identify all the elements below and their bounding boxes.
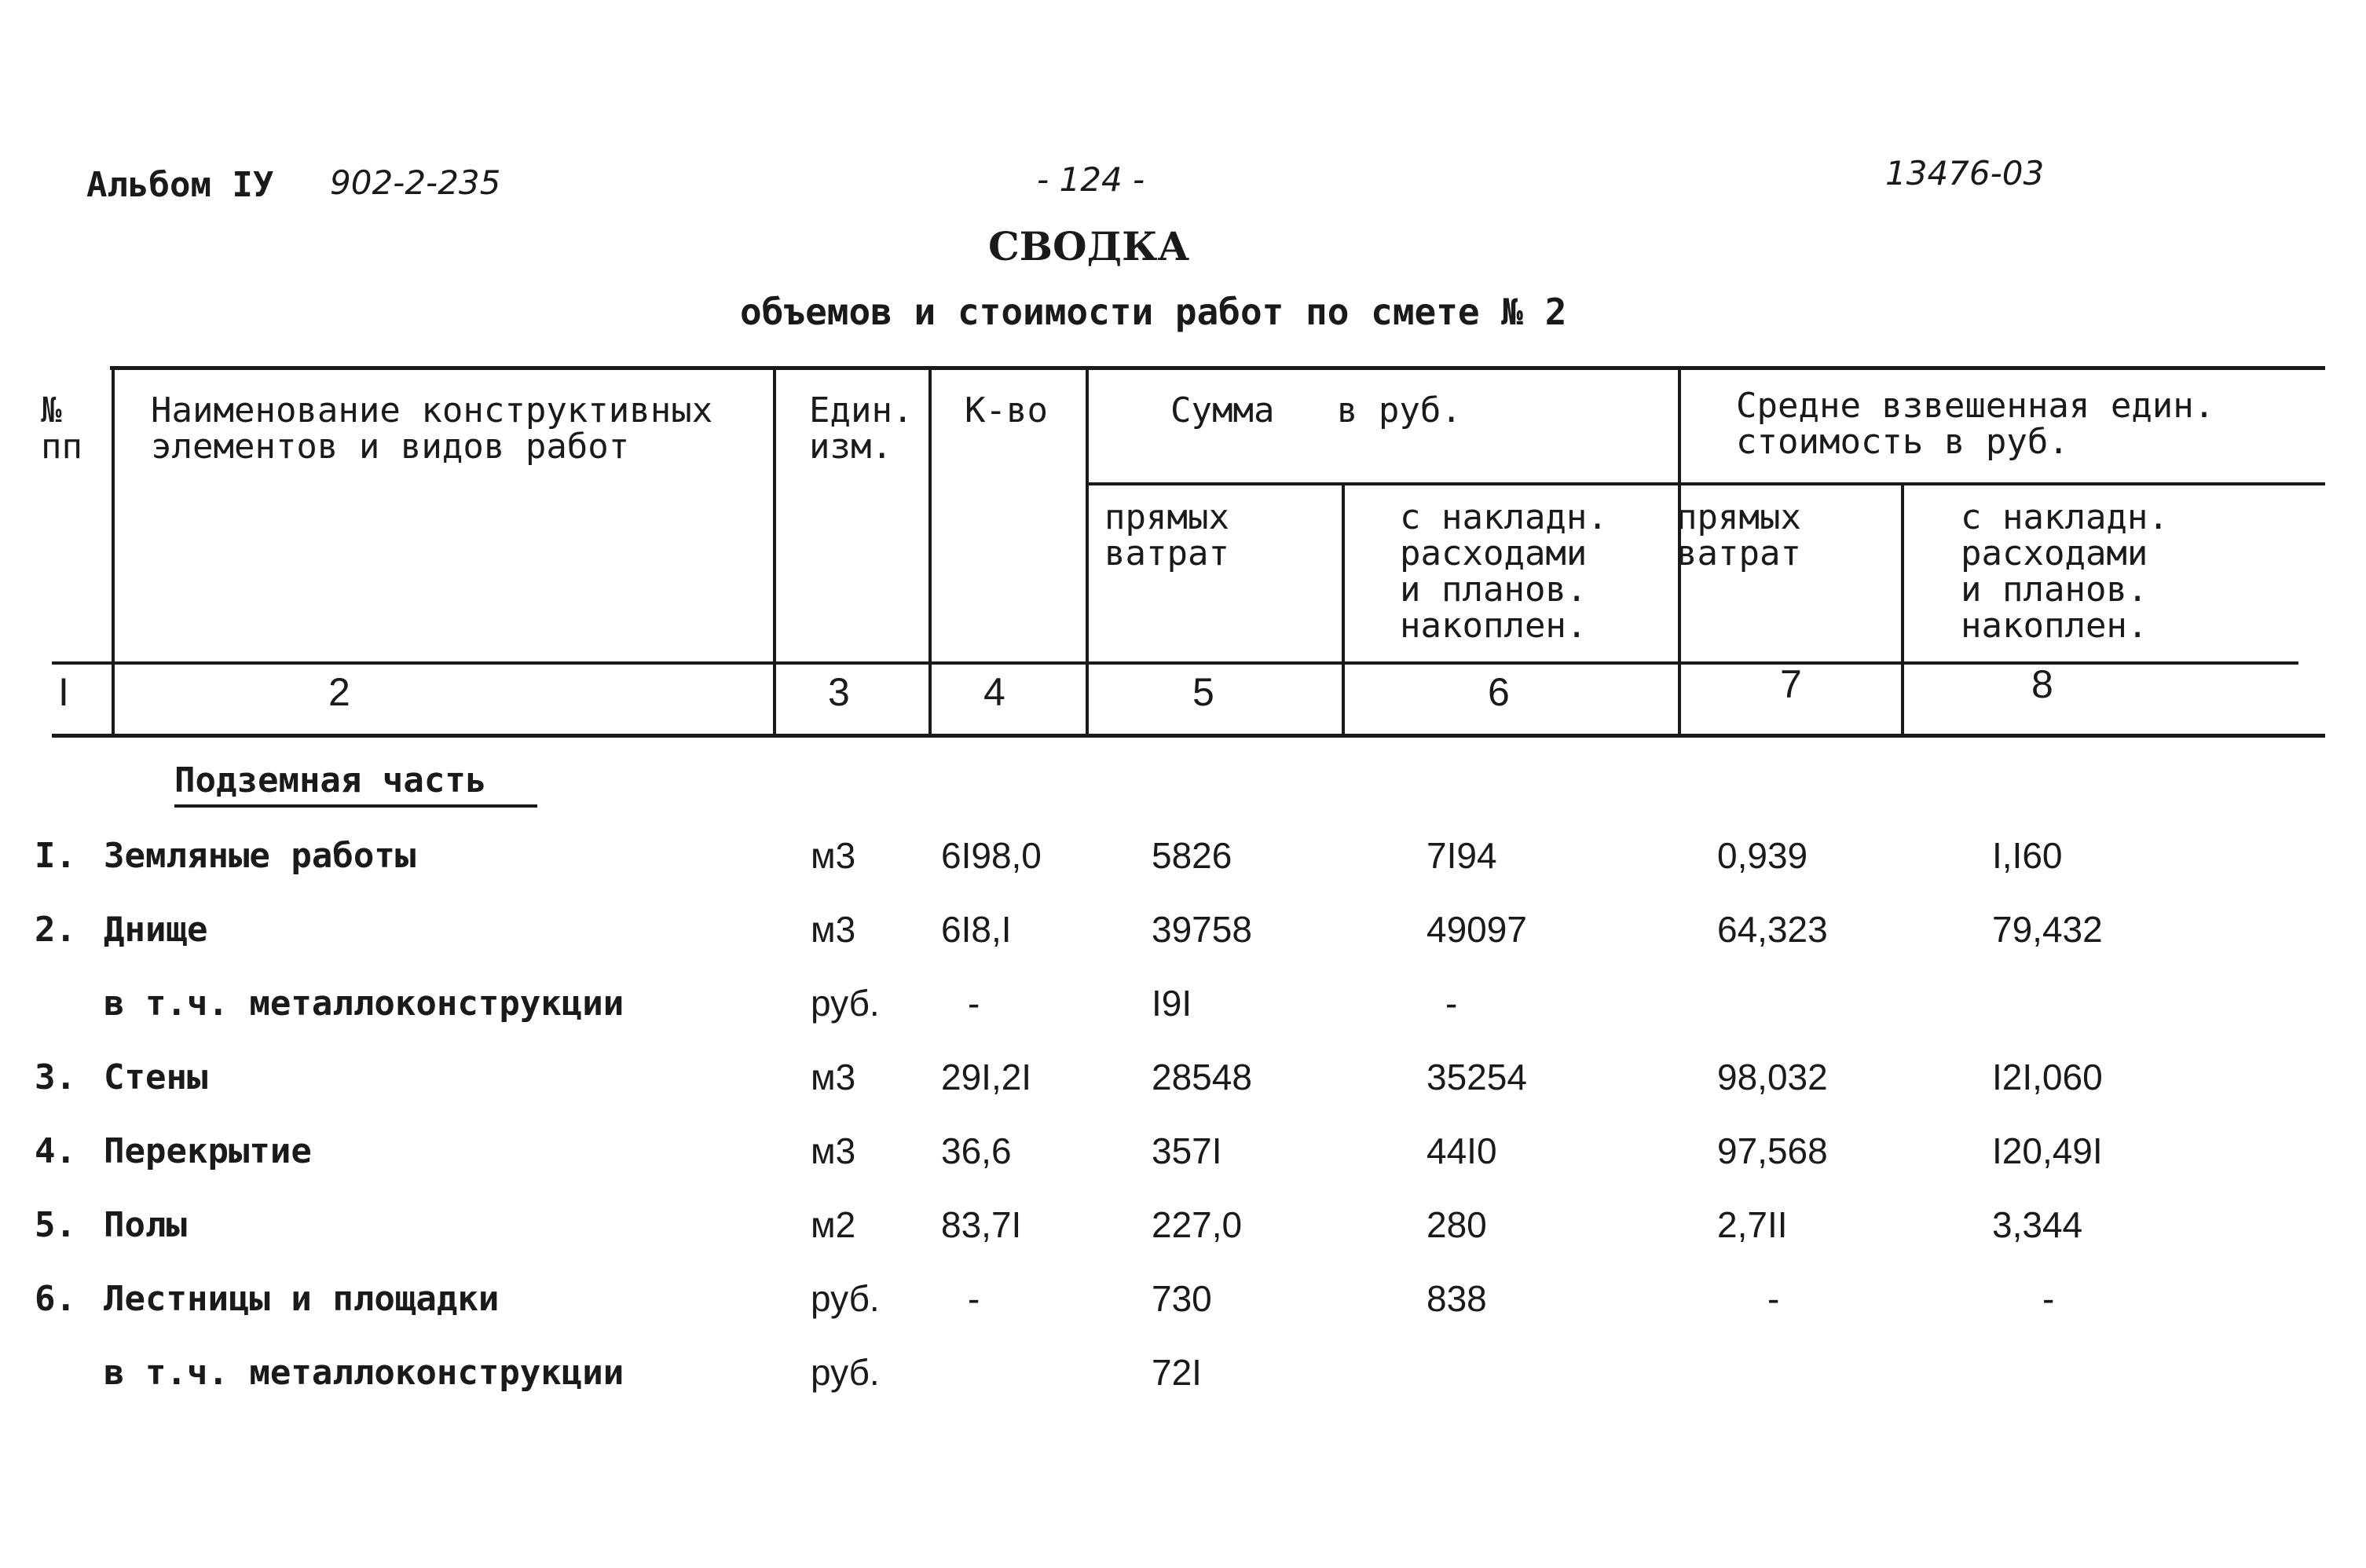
row-avg-direct: 97,568 xyxy=(1717,1130,1828,1171)
row-avg-direct: 2,7II xyxy=(1717,1204,1788,1245)
row-name: Полы xyxy=(104,1205,187,1245)
row-name: Стены xyxy=(104,1057,208,1097)
header-avg-overhead: с накладн. расходами и планов. накоплен. xyxy=(1961,497,2169,646)
row-unit: м3 xyxy=(811,1057,856,1097)
section-heading: Подземная часть xyxy=(174,760,487,800)
col-number-6: 6 xyxy=(1488,670,1510,714)
row-name: Земляные работы xyxy=(104,836,416,876)
col-divider-1 xyxy=(112,366,115,735)
row-sum-direct: 357I xyxy=(1152,1130,1222,1171)
table-top-rule xyxy=(110,366,2325,370)
row-sum-overhead: 7I94 xyxy=(1427,835,1497,876)
row-sum-overhead: 35254 xyxy=(1427,1057,1527,1097)
row-unit: руб. xyxy=(811,1278,880,1319)
header-sum-overhead: с накладн. расходами и планов. накоплен. xyxy=(1400,497,1608,646)
row-unit: м3 xyxy=(811,909,856,950)
row-sum-direct: I9I xyxy=(1152,983,1192,1024)
row-avg-direct: - xyxy=(1767,1278,1780,1319)
row-sum-direct: 227,0 xyxy=(1152,1204,1243,1245)
row-name: в т.ч. металлоконструкции xyxy=(104,984,624,1024)
row-avg-overhead: I,I60 xyxy=(1992,835,2063,876)
page-number: - 124 - xyxy=(1037,160,1145,199)
row-qty: 29I,2I xyxy=(941,1057,1032,1097)
row-qty: 83,7I xyxy=(941,1204,1022,1245)
row-sum-overhead: 838 xyxy=(1427,1278,1487,1319)
row-num: I. xyxy=(35,836,76,876)
row-avg-overhead: I2I,060 xyxy=(1992,1057,2103,1097)
row-num: 3. xyxy=(35,1057,76,1097)
col-number-3: 3 xyxy=(828,670,850,714)
row-sum-overhead: - xyxy=(1445,983,1458,1024)
row-name: Перекрытие xyxy=(104,1131,312,1171)
row-unit: м2 xyxy=(811,1204,856,1245)
col-number-1: I xyxy=(58,670,69,714)
project-code: 902-2-235 xyxy=(330,163,501,202)
col-number-7: 7 xyxy=(1780,662,1802,706)
group-header-rule-sum xyxy=(1087,482,2325,485)
row-sum-direct: 5826 xyxy=(1152,835,1232,876)
col-divider-2 xyxy=(773,366,776,735)
header-unit: Един. изм. xyxy=(809,390,914,467)
row-name: Днище xyxy=(104,910,208,950)
header-sum-group: Сумма в руб. xyxy=(1170,390,1462,430)
row-unit: м3 xyxy=(811,835,856,876)
header-qty: К-во xyxy=(965,390,1048,430)
header-avg-direct: прямых ватрат xyxy=(1676,497,1801,573)
row-avg-overhead: 3,344 xyxy=(1992,1204,2083,1245)
row-avg-overhead: - xyxy=(2042,1278,2055,1319)
row-sum-direct: 72I xyxy=(1152,1352,1202,1393)
header-bottom-rule xyxy=(52,661,2298,665)
col-divider-7 xyxy=(1901,482,1904,735)
row-unit: руб. xyxy=(811,1352,880,1393)
row-avg-direct: 98,032 xyxy=(1717,1057,1828,1097)
row-qty: - xyxy=(968,1278,980,1319)
row-unit: руб. xyxy=(811,983,880,1024)
row-avg-overhead: 79,432 xyxy=(1992,909,2103,950)
document-number: 13476-03 xyxy=(1885,154,2045,192)
col-number-4: 4 xyxy=(983,670,1005,714)
row-num: 6. xyxy=(35,1279,76,1319)
page-subtitle: объемов и стоимости работ по смете № 2 xyxy=(740,291,1567,333)
header-name: Наименование конструктивных элементов и видов работ xyxy=(151,390,713,467)
section-underline xyxy=(174,804,537,808)
album-label: Альбом IУ xyxy=(86,165,274,205)
row-avg-direct: 64,323 xyxy=(1717,909,1828,950)
row-qty: - xyxy=(968,983,980,1024)
row-num: 2. xyxy=(35,910,76,950)
row-qty: 6I8,I xyxy=(941,909,1012,950)
col-divider-3 xyxy=(928,366,932,735)
row-sum-direct: 39758 xyxy=(1152,909,1252,950)
row-sum-overhead: 49097 xyxy=(1427,909,1527,950)
row-sum-direct: 730 xyxy=(1152,1278,1212,1319)
row-name: в т.ч. металлоконструкции xyxy=(104,1353,624,1393)
row-avg-overhead: I20,49I xyxy=(1992,1130,2103,1171)
row-sum-overhead: 280 xyxy=(1427,1204,1487,1245)
col-number-2: 2 xyxy=(328,670,350,714)
row-sum-direct: 28548 xyxy=(1152,1057,1252,1097)
table-bottom-rule xyxy=(52,734,2325,738)
col-divider-4 xyxy=(1086,366,1089,735)
row-unit: м3 xyxy=(811,1130,856,1171)
header-sum-direct: прямых ватрат xyxy=(1104,497,1229,573)
row-sum-overhead: 44I0 xyxy=(1427,1130,1497,1171)
row-avg-direct: 0,939 xyxy=(1717,835,1808,876)
row-name: Лестницы и площадки xyxy=(104,1279,500,1319)
col-number-5: 5 xyxy=(1192,670,1214,714)
col-divider-5 xyxy=(1342,482,1345,735)
page-title: СВОДКА xyxy=(988,223,1190,269)
row-qty: 6I98,0 xyxy=(941,835,1042,876)
row-num: 5. xyxy=(35,1205,76,1245)
header-avg-group: Средне взвешенная един. стоимость в руб. xyxy=(1736,386,2215,462)
col-number-8: 8 xyxy=(2031,662,2053,706)
row-num: 4. xyxy=(35,1131,76,1171)
header-num: № пп xyxy=(41,390,82,467)
row-qty: 36,6 xyxy=(941,1130,1012,1171)
